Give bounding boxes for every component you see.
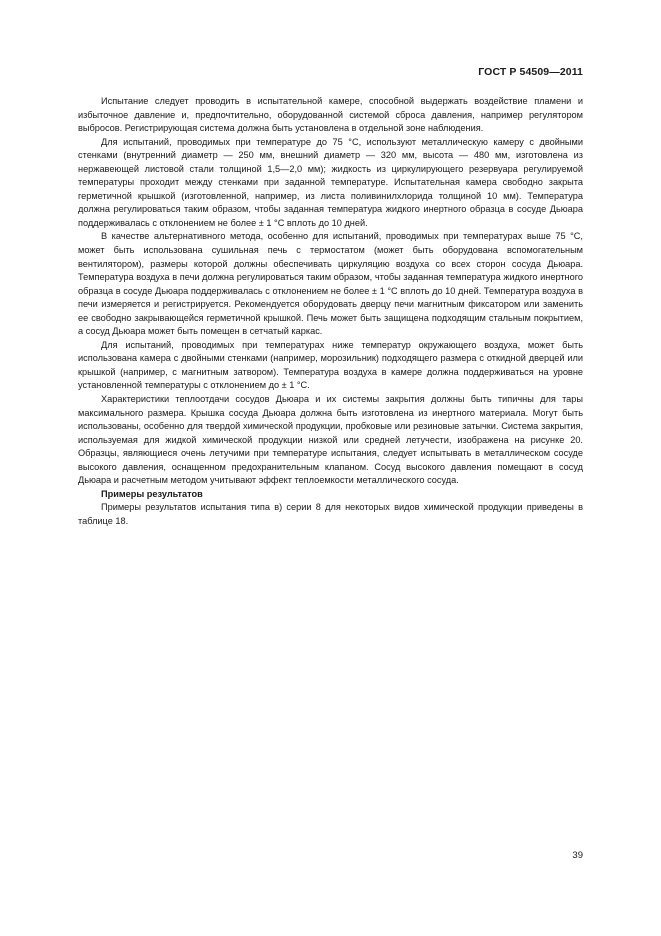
paragraph-alternative-oven: В качестве альтернативного метода, особенно для испытаний, проводимых при температурах выше 75 °С, может быть использована сушильная печь с термостатом (может быть оборудована вспомогательным вентилятором), размеры которой должны обеспечивать циркуляцию воздуха со всех сторон сосуда Дьюара. Температура воздуха в печи должна регулироваться таким образом, чтобы заданная температура жидкого инертного образца в сосуде Дьюара поддерживалась с отклонением не более ± 1 °С вплоть до 10 дней. Температура воздуха в печи измеряется и регистрируется. Рекомендуется оборудовать дверцу печи магнитным фиксатором или заменить ее свободно закрывающейся герметичной крышкой. Печь может быть защищена подходящим стальным покрытием, а сосуд Дьюара может быть помещен в сетчатый каркас.: [78, 231, 583, 337]
page-body: [78, 95, 583, 529]
paragraph-low-temperature: Для испытаний, проводимых при температурах ниже температур окружающего воздуха, может быть использована камера с двойными стенками (например, морозильник) подходящего размера с откидной дверцей или крышкой (например, с магнитным затвором). Температура воздуха в камере должна поддерживаться на уровне установленной температуры с отклонением до ± 1 °С.: [78, 339, 583, 391]
page-number: 39: [572, 850, 583, 861]
paragraph-dewar-characteristics: Характеристики теплоотдачи сосудов Дьюара и их системы закрытия должны быть типичны для тары максимального размера. Крышка сосуда Дьюара должна быть изготовлена из инертного материала. Могут быть использованы, особенно для твердой химической продукции, пробковые или резиновые затычки. Система закрытия, используемая для жидкой химической продукции низкой или средней летучести, изображена на рисунке 20. Образцы, являющиеся очень летучими при температуре испытания, следует испытывать в металлическом сосуде высокого давления, оснащенном предохранительным клапаном. Сосуд высокого давления помещают в сосуд Дьюара и расчетным методом учитывают эффект теплоемкости металлического сосуда.: [78, 394, 583, 486]
document-header: ГОСТ Р 54509—2011: [478, 66, 583, 78]
paragraph-results: Примеры результатов испытания типа в) серии 8 для некоторых видов химической продукции приведены в таблице 18.: [78, 502, 583, 526]
section-heading-results: Примеры результатов: [101, 488, 203, 499]
paragraph-test-chamber: Испытание следует проводить в испытательной камере, способной выдержать воздействие пламени и избыточное давление и, предпочтительно, оборудованной системой сброса давления, например регулятором выбросов. Регистрирующая система должна быть установлена в отдельной зоне наблюдения.: [78, 96, 583, 134]
paragraph-metal-chamber: Для испытаний, проводимых при температуре до 75 °С, используют металлическую камеру с двойными стенками (внутренний диаметр — 250 мм, внешний диаметр — 320 мм, высота — 480 мм, изготовлена из нержавеющей листовой стали толщиной 1,5—2,0 мм); жидкость из циркулирующего резервуара регулируемой температуры проходит между стенками при заданной температуре. Испытательная камера свободно закрыта герметичной крышкой (изготовленной, например, из листа поливинилхлорида толщиной 10 мм). Температура должна регулироваться таким образом, чтобы заданная температура жидкого инертного образца в сосуде Дьюара поддерживалась с отклонением не более ± 1 °С вплоть до 10 дней.: [78, 136, 583, 228]
